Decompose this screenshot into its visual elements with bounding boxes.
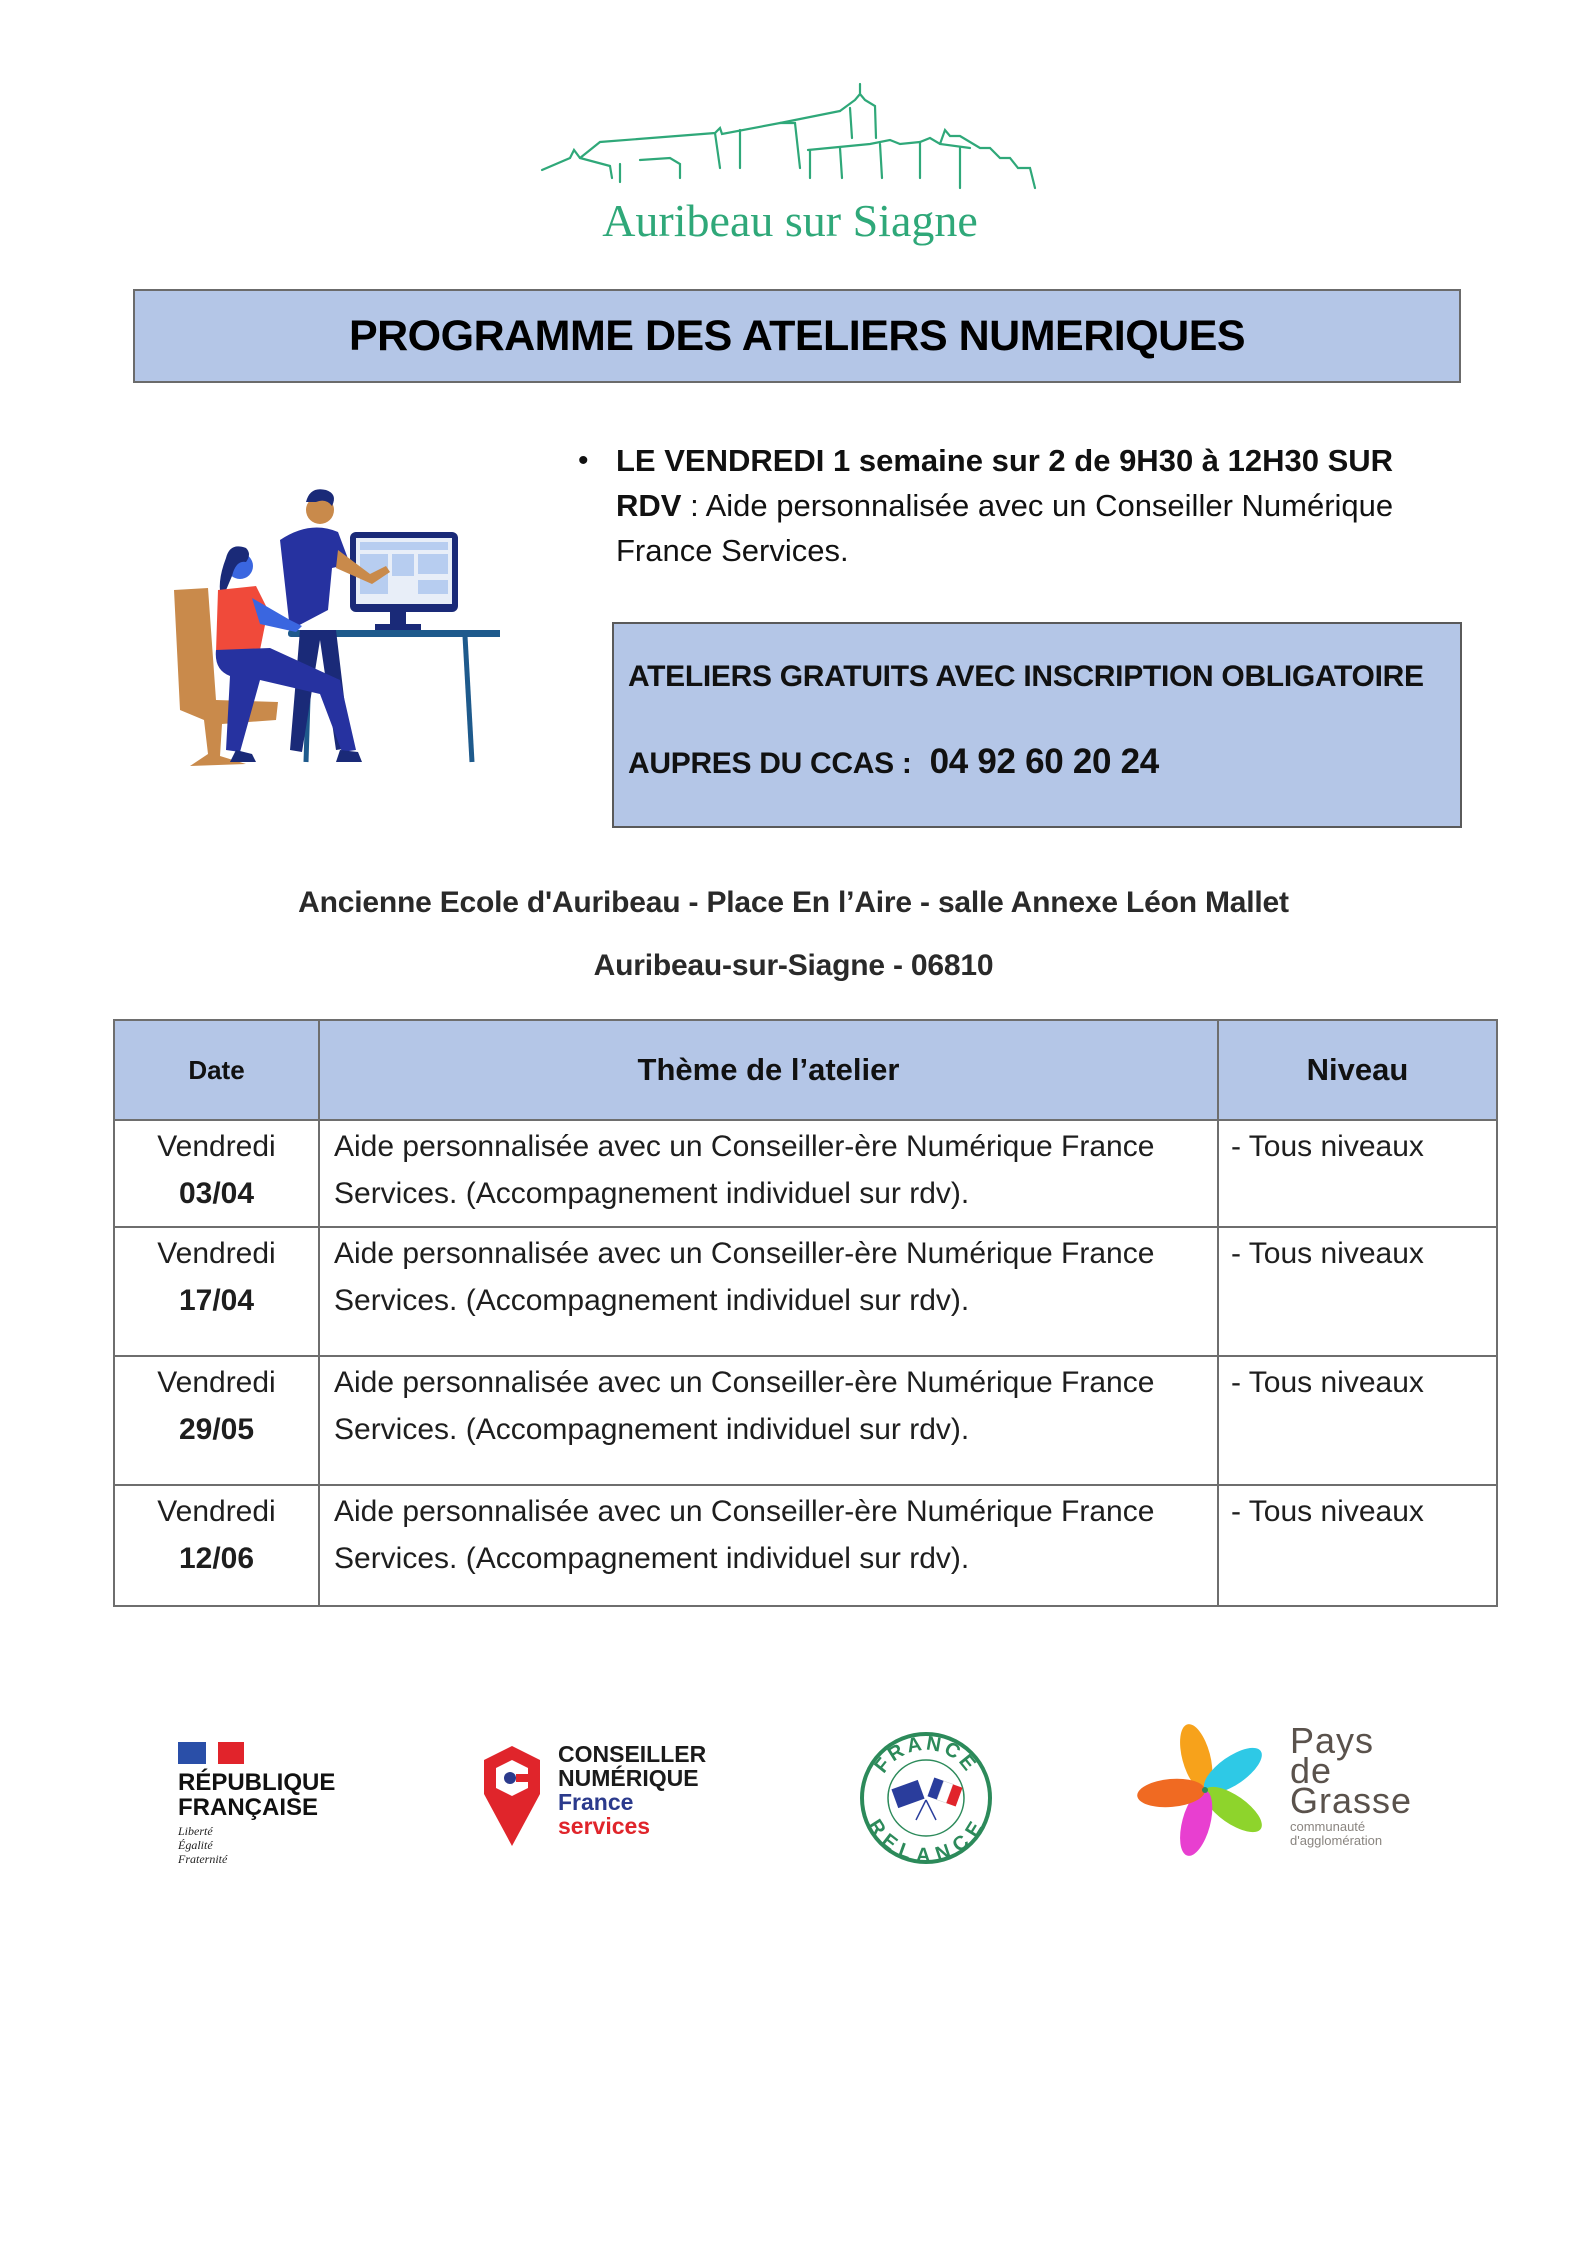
location-pin-icon xyxy=(480,1742,544,1852)
date-cell xyxy=(114,1485,319,1606)
schedule-bold-text: LE VENDREDI 1 semaine sur 2 de 9H30 à 12H30 SUR RDV xyxy=(616,443,1394,523)
france-relance-seal-icon xyxy=(856,1728,996,1868)
rf-line2: FRANÇAISE xyxy=(178,1794,319,1821)
day-name: Vendredi xyxy=(157,1366,276,1399)
date-cell xyxy=(114,1356,319,1485)
motto-egalite: Égalité xyxy=(178,1838,213,1852)
pdg-line2: de xyxy=(1290,1750,1333,1791)
ccas-label: AUPRES DU CCAS : xyxy=(628,747,912,780)
people-at-computer-icon xyxy=(160,480,500,770)
table-header-row xyxy=(114,1020,1497,1120)
date-value: 17/04 xyxy=(178,1284,255,1317)
theme-cell: Aide personnalisée avec un Conseiller-ère Numérique France Services. (Accompagnement individuel sur rdv). xyxy=(319,1227,1218,1356)
registration-info-box xyxy=(612,622,1462,828)
date-value: 29/05 xyxy=(178,1413,255,1446)
phone-number[interactable]: 04 92 60 20 24 xyxy=(929,742,1159,781)
theme-cell: Aide personnalisée avec un Conseiller-ère Numérique France Services. (Accompagnement individuel sur rdv). xyxy=(319,1485,1218,1606)
computer-help-illustration xyxy=(160,480,500,770)
level-cell: - Tous niveaux xyxy=(1218,1356,1497,1485)
venue-address: Ancienne Ecole d'Auribeau - Place En l’Aire - salle Annexe Léon Mallet xyxy=(298,886,1289,919)
pdg-sub1: communauté xyxy=(1290,1819,1366,1834)
free-workshops-notice: ATELIERS GRATUITS AVEC INSCRIPTION OBLIGATOIRE xyxy=(628,660,1424,693)
relance-top-text: FRANCE xyxy=(870,1732,982,1778)
day-name: Vendredi xyxy=(157,1495,276,1528)
village-skyline-icon xyxy=(540,78,1040,248)
level-cell: - Tous niveaux xyxy=(1218,1227,1497,1356)
france-relance-logo xyxy=(856,1728,996,1868)
column-header-theme: Thème de l’atelier xyxy=(319,1020,1218,1120)
day-name: Vendredi xyxy=(157,1130,276,1163)
pdg-sub2: d'agglomération xyxy=(1290,1833,1383,1848)
bullet-icon: • xyxy=(578,444,589,477)
flower-icon xyxy=(1130,1720,1280,1860)
column-header-level: Niveau xyxy=(1218,1020,1497,1120)
level-cell: - Tous niveaux xyxy=(1218,1485,1497,1606)
pdg-line3: Grasse xyxy=(1290,1780,1413,1821)
relance-bottom-text: RELANCE xyxy=(863,1815,989,1867)
date-cell xyxy=(114,1227,319,1356)
column-header-date: Date xyxy=(114,1020,319,1120)
ccas-contact xyxy=(628,742,1159,782)
rf-line1: RÉPUBLIQUE xyxy=(178,1769,336,1796)
date-value: 03/04 xyxy=(178,1177,255,1210)
pays-de-grasse-logo xyxy=(1130,1720,1450,1860)
motto-liberte: Liberté xyxy=(178,1824,213,1838)
conseiller-numerique-logo xyxy=(480,1742,720,1852)
title-banner xyxy=(133,289,1461,383)
level-cell: - Tous niveaux xyxy=(1218,1120,1497,1227)
table-row xyxy=(114,1356,1497,1485)
pdg-line1: Pays xyxy=(1290,1720,1375,1761)
theme-cell: Aide personnalisée avec un Conseiller-ère Numérique France Services. (Accompagnement individuel sur rdv). xyxy=(319,1120,1218,1227)
cn-line4: services xyxy=(558,1813,651,1839)
cn-line3: France xyxy=(558,1789,634,1815)
schedule-description: : Aide personnalisée avec un Conseiller Numérique France Services. xyxy=(616,488,1394,568)
republique-francaise-logo xyxy=(178,1742,358,1882)
town-logo xyxy=(540,78,1040,248)
day-name: Vendredi xyxy=(157,1237,276,1270)
motto-fraternite: Fraternité xyxy=(178,1852,228,1866)
table-row xyxy=(114,1120,1497,1227)
town-name: Auribeau sur Siagne xyxy=(602,195,978,246)
table-row xyxy=(114,1485,1497,1606)
cn-line2: NUMÉRIQUE xyxy=(558,1765,699,1791)
workshop-schedule-table xyxy=(113,1019,1498,1607)
cn-line1: CONSEILLER xyxy=(558,1741,707,1767)
page-title: PROGRAMME DES ATELIERS NUMERIQUES xyxy=(348,311,1246,360)
venue-city: Auribeau-sur-Siagne - 06810 xyxy=(593,949,994,982)
date-value: 12/06 xyxy=(178,1542,255,1575)
date-cell xyxy=(114,1120,319,1227)
table-row xyxy=(114,1227,1497,1356)
marianne-flag-icon xyxy=(178,1742,244,1764)
theme-cell: Aide personnalisée avec un Conseiller-ère Numérique France Services. (Accompagnement individuel sur rdv). xyxy=(319,1356,1218,1485)
schedule-note xyxy=(578,438,1458,573)
